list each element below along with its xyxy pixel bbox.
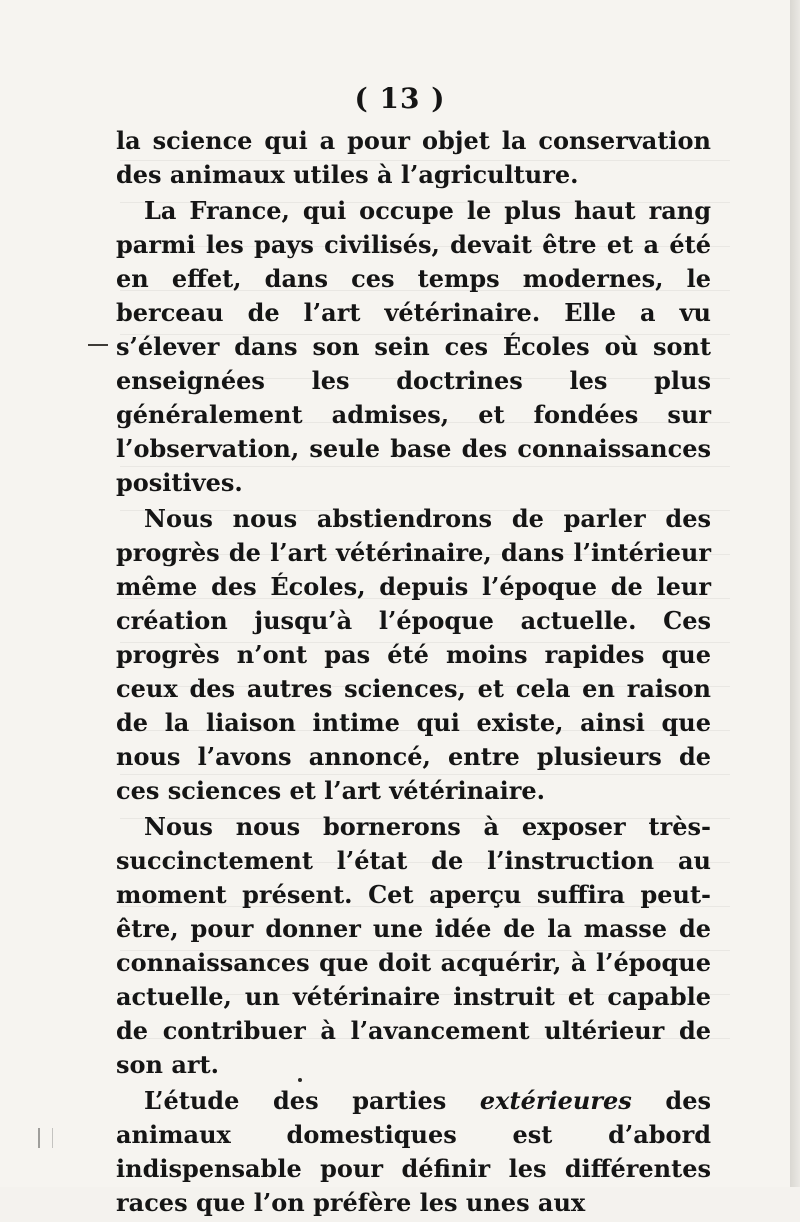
paragraph-5-suffix: des animaux domestiques est d’abord indispensable pour définir les différentes races que l’on préfère les unes aux — [116, 1086, 711, 1217]
bottom-left-scratch-mark — [38, 1128, 53, 1148]
main-text-block — [116, 124, 711, 1222]
paragraph-5-prefix: L’étude des parties — [144, 1086, 480, 1115]
scan-edge-shadow — [790, 0, 800, 1187]
margin-dash-mark — [88, 344, 108, 346]
paragraph-3: Nous nous abstiendrons de parler des progrès de l’art vétérinaire, dans l’intérieur même des Écoles, depuis l’époque de leur création jusqu’à l’époque actuelle. Ces progrès n’ont pas été moins rapides que ceux des autres sciences, et cela en raison de la liaison intime qui existe, ainsi que nous l’avons annoncé, entre plusieurs de ces sciences et l’art vétérinaire. — [116, 504, 711, 805]
paragraph-2: La France, qui occupe le plus haut rang parmi les pays civilisés, devait être et a été en effet, dans ces temps modernes, le berceau de l’art vétérinaire. Elle a vu s’élever dans son sein ces Écoles où sont enseignées les doctrines les plus généralement admises, et fondées sur l’observation, seule base des connaissances positives. — [116, 196, 711, 497]
paragraph-1: la science qui a pour objet la conservation des animaux utiles à l’agriculture. — [116, 126, 711, 189]
paragraph-5-emphasis: extérieures — [479, 1086, 632, 1115]
page-number: ( 13 ) — [354, 82, 446, 115]
paragraph-4: Nous nous bornerons à exposer très-succinctement l’état de l’instruction au moment présent. Cet aperçu suffira peut-être, pour donner une idée de la masse de connaissances que doit acquérir, à l’époque actuelle, un vétérinaire instruit et capable de contribuer à l’avancement ultérieur de son art. — [116, 812, 711, 1079]
bottom-ink-dot — [298, 1078, 302, 1082]
paragraph-5 — [116, 1084, 711, 1220]
